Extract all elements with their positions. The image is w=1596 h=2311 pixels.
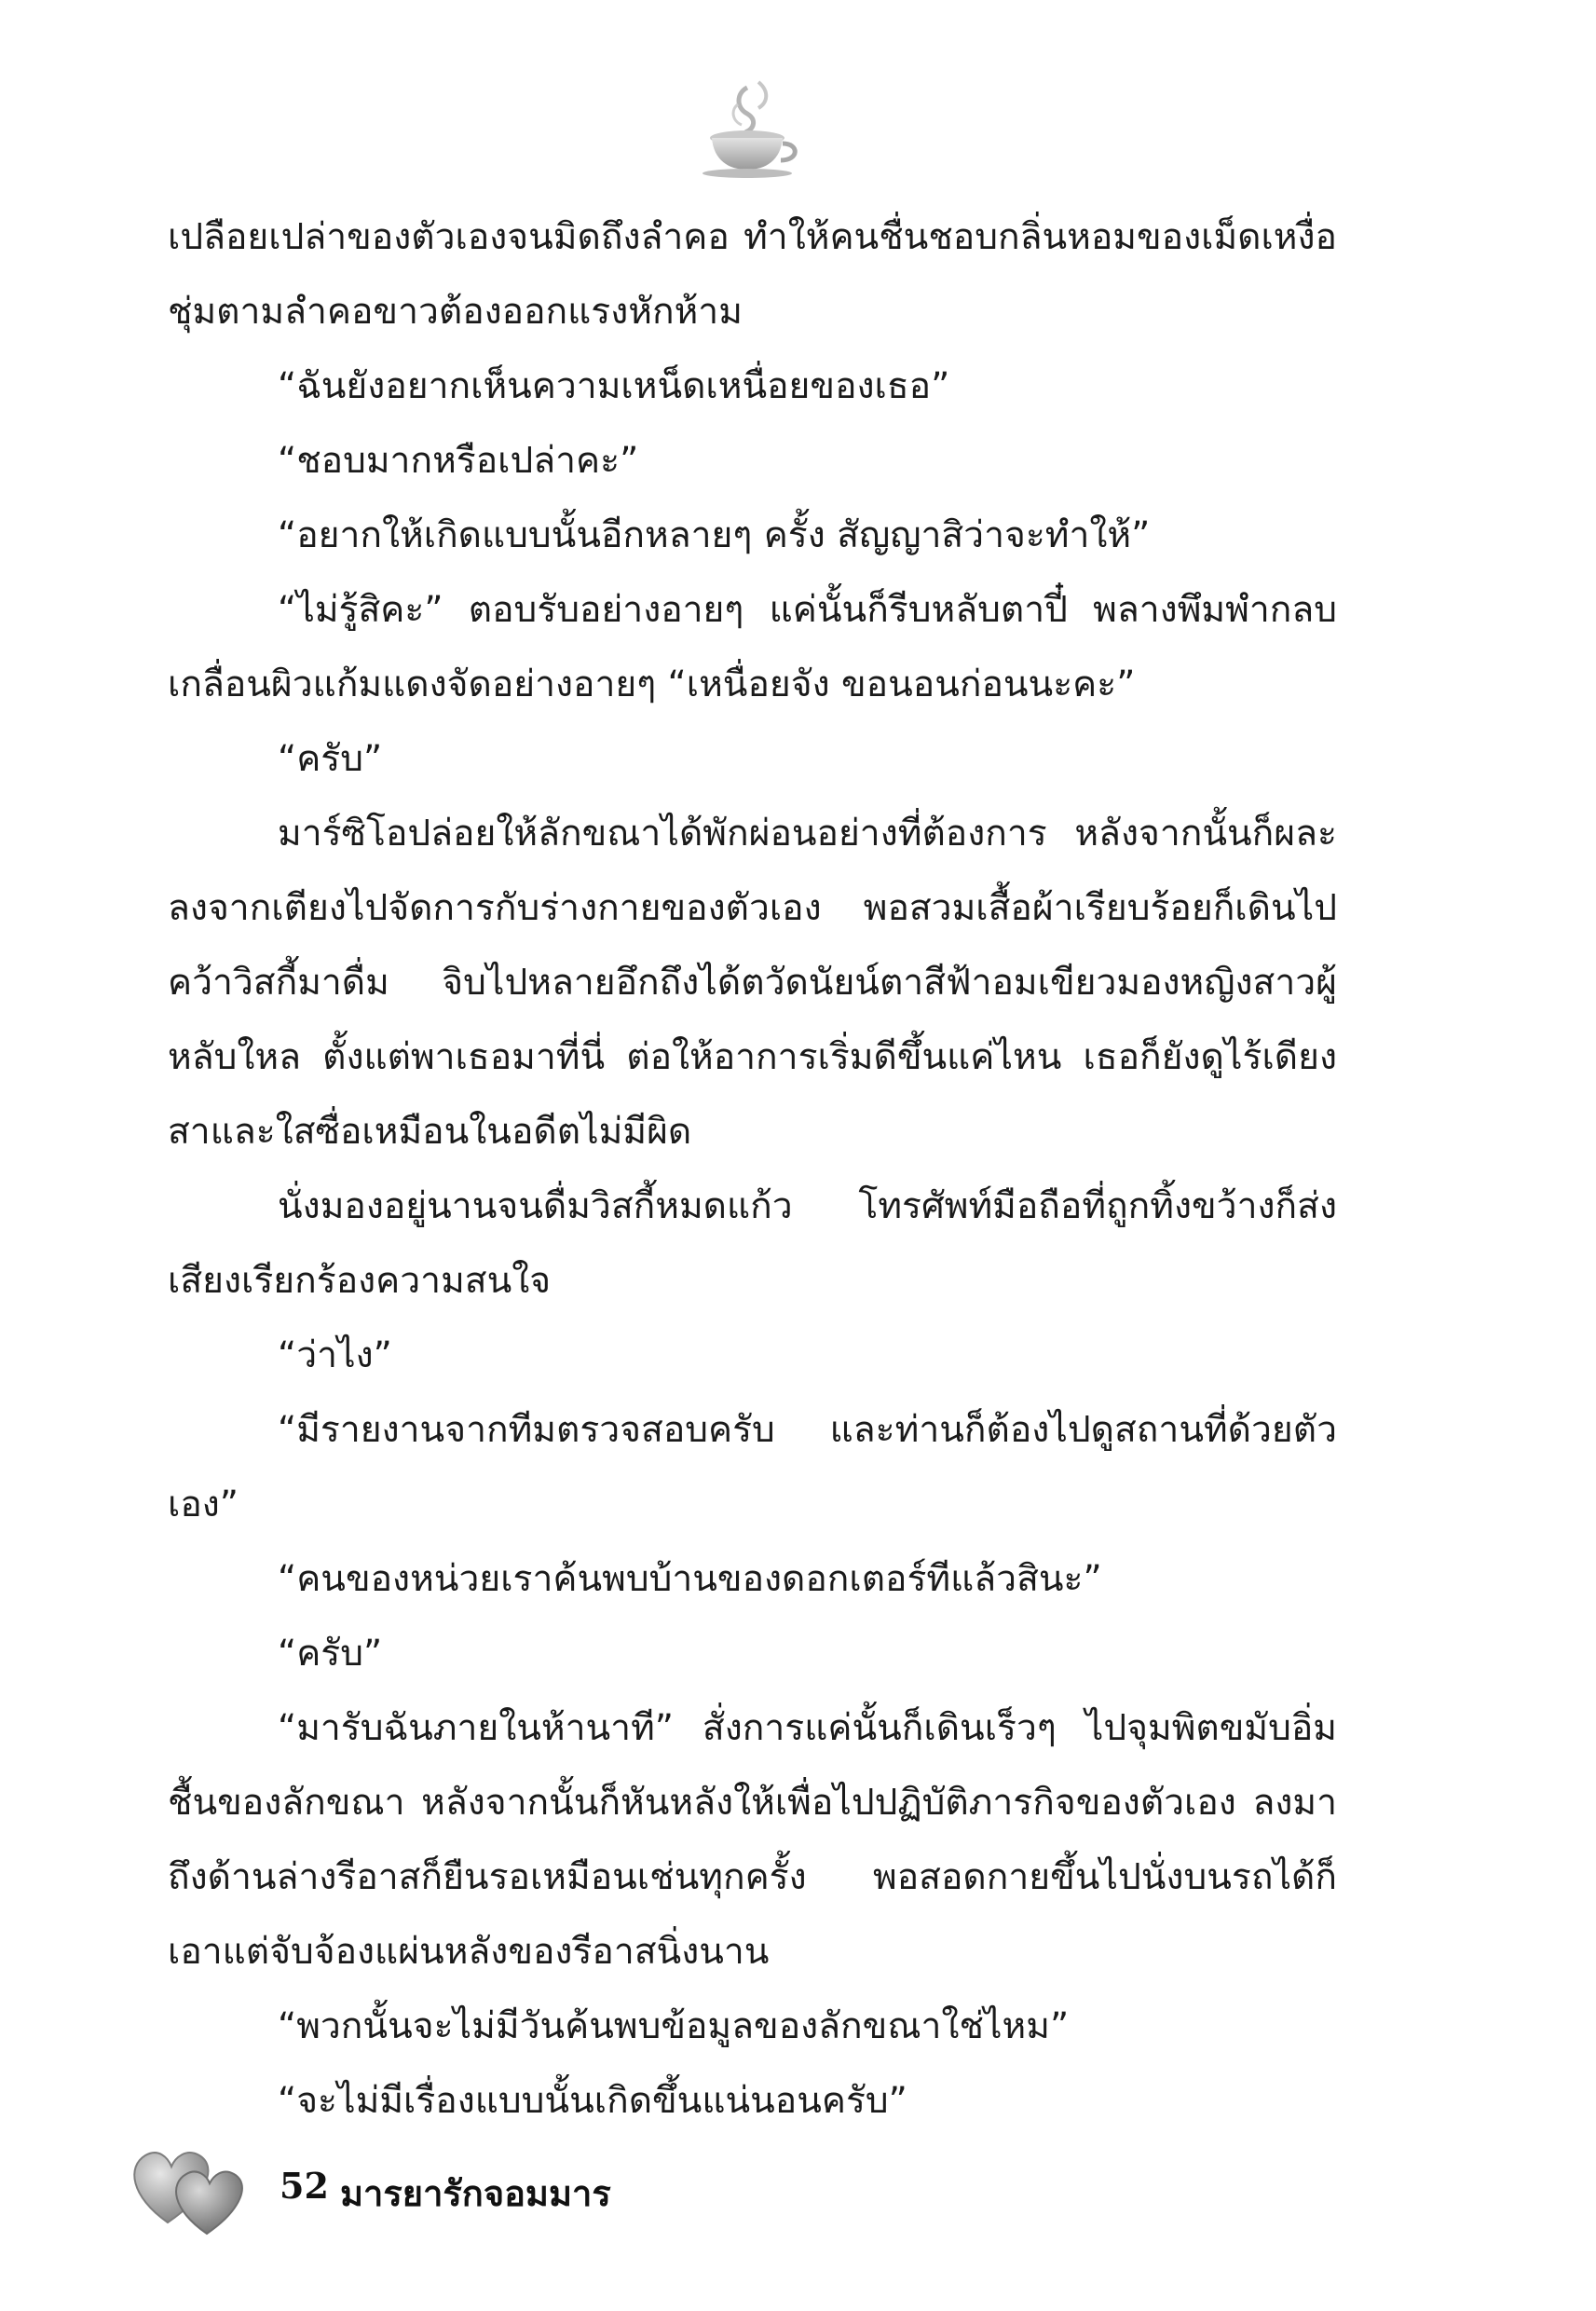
- book-title: มารยารักจอมมาร: [340, 2172, 611, 2214]
- paragraph: “ฉันยังอยากเห็นความเหน็ดเหนื่อยของเธอ”: [278, 365, 950, 407]
- teacup-ornament-icon: [689, 76, 811, 179]
- paragraph: “ชอบมากหรือเปล่าคะ”: [278, 440, 639, 482]
- paragraph: “ครับ”: [278, 1633, 383, 1675]
- page-number: 52: [280, 2165, 329, 2207]
- paragraph: “มีรายงานจากทีมตรวจสอบครับ และท่านก็ต้องไปดูสถานที่ด้วยตัวเอง”: [168, 1409, 1337, 1525]
- paragraph: “ครับ”: [278, 738, 383, 780]
- paragraph: นั่งมองอยู่นานจนดื่มวิสกี้หมดแก้ว โทรศัพท์มือถือที่ถูกทิ้งขว้างก็ส่งเสียงเรียกร้องความสนใจ: [168, 1185, 1337, 1302]
- paragraph: “พวกนั้นจะไม่มีวันค้นพบข้อมูลของลักขณาใช่ไหม”: [278, 2005, 1070, 2047]
- hearts-icon: [121, 2129, 261, 2241]
- paragraph: เปลือยเปล่าของตัวเองจนมิดถึงลำคอ ทำให้คนชื่นชอบกลิ่นหอมของเม็ดเหงื่อชุ่มตามลำคอขาวต้องออกแรงหักห้าม: [168, 216, 1337, 333]
- paragraph: “มารับฉันภายในห้านาที” สั่งการแค่นั้นก็เดินเร็วๆ ไปจุมพิตขมับอิ่มชื้นของลักขณา หลังจากนั้นก็หันหลังให้เพื่อไปปฏิบัติภารกิจของตัวเอง ลงมาถึงด้านล่างรีอาสก็ยืนรอเหมือนเช่นทุกครั้ง พอสอดกายขึ้นไปนั่งบนรถได้ก็เอาแต่จับจ้องแผ่นหลังของรีอาสนิ่งนาน: [168, 1707, 1337, 1973]
- paragraph: “ไม่รู้สิคะ” ตอบรับอย่างอายๆ แค่นั้นก็รีบหลับตาปี๋ พลางพึมพำกลบเกลื่อนผิวแก้มแดงจัดอย่างอายๆ “เหนื่อยจัง ขอนอนก่อนนะคะ”: [168, 589, 1337, 705]
- page-footer: [121, 2129, 773, 2250]
- paragraph: “อยากให้เกิดแบบนั้นอีกหลายๆ ครั้ง สัญญาสิว่าจะทำให้”: [278, 514, 1151, 556]
- body-text: [168, 200, 1337, 2139]
- paragraph: “ว่าไง”: [278, 1334, 392, 1376]
- paragraph: “จะไม่มีเรื่องแบบนั้นเกิดขึ้นแน่นอนครับ”: [278, 2080, 907, 2122]
- paragraph: “คนของหน่วยเราค้นพบบ้านของดอกเตอร์ทีแล้วสินะ”: [278, 1558, 1102, 1600]
- paragraph: มาร์ซิโอปล่อยให้ลักขณาได้พักผ่อนอย่างที่ต้องการ หลังจากนั้นก็ผละลงจากเตียงไปจัดการกับร่างกายของตัวเอง พอสวมเสื้อผ้าเรียบร้อยก็เดินไปคว้าวิสกี้มาดื่ม จิบไปหลายอึกถึงได้ตวัดนัยน์ตาสีฟ้าอมเขียวมองหญิงสาวผู้หลับใหล ตั้งแต่พาเธอมาที่นี่ ต่อให้อาการเริ่มดีขึ้นแค่ไหน เธอก็ยังดูไร้เดียงสาและใสซื่อเหมือนในอดีตไม่มีผิด: [168, 813, 1337, 1153]
